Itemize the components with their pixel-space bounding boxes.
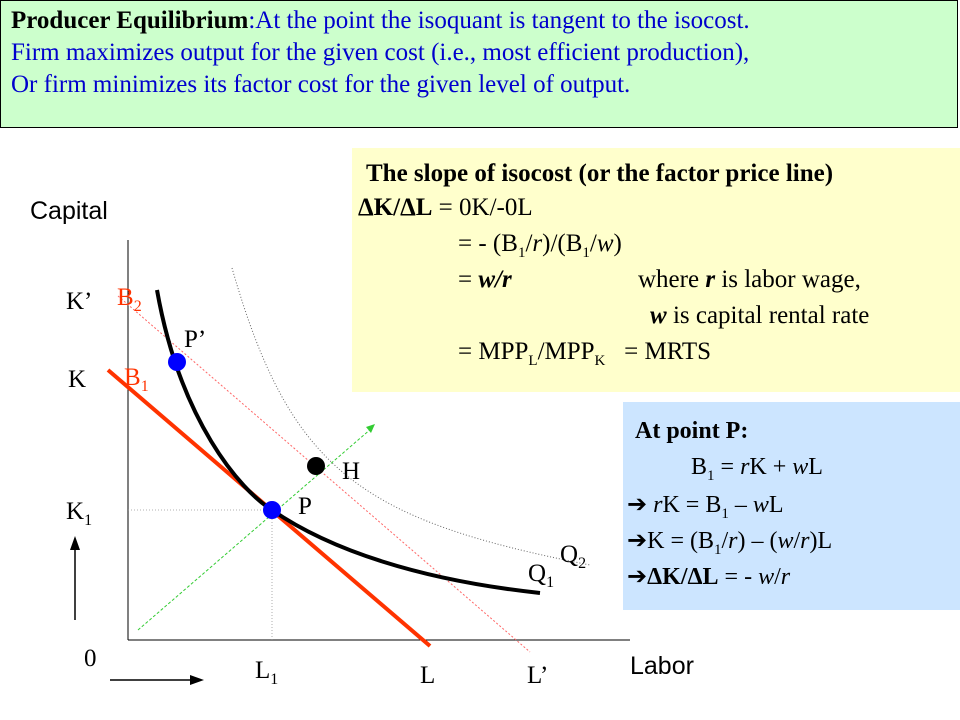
- k-label: K: [68, 366, 87, 393]
- b1-label: $B_1$: [124, 364, 149, 395]
- x-axis-label: Labor: [630, 652, 694, 680]
- point-p-marker: [263, 501, 281, 519]
- slope-equation-1: [358, 194, 533, 222]
- expansion-path-arrowhead: [366, 424, 375, 433]
- p-label: P: [298, 493, 312, 520]
- arrow-right-icon: ➔: [627, 562, 648, 590]
- b2-label: $B_2$: [117, 284, 142, 315]
- arrow-right-icon: ➔: [627, 490, 648, 518]
- point-h-marker: [307, 457, 325, 475]
- arrow-right-icon: ➔: [627, 526, 648, 554]
- point-equation-1: $B_1$ = rK + wL: [691, 454, 823, 484]
- slope-lhs: ΔK/ΔL: [358, 194, 433, 221]
- x-direction-arrowhead: [190, 675, 204, 685]
- point-equation-2: ➔ rK = $B_1$ – wL: [627, 490, 784, 522]
- header-line-2: Firm maximizes output for the given cost (i.e., most efficient production),: [11, 39, 750, 66]
- slope-equation-3: = w/r: [458, 266, 512, 293]
- l1-label: $L_1$: [255, 657, 279, 688]
- isocost-slope-box: [352, 148, 960, 392]
- slope-eq1-rhs: = 0K/-0L: [438, 194, 533, 221]
- expansion-path: [138, 428, 372, 630]
- header-line-1-text: :At the point the isoquant is tangent to the isocost.: [248, 7, 750, 34]
- k1-label: $K_1$: [66, 498, 93, 529]
- point-p-prime-marker: [168, 353, 186, 371]
- q2-label: $Q_2$: [560, 541, 587, 572]
- point-p-box: [623, 402, 960, 610]
- origin-label: 0: [84, 645, 97, 672]
- point-equation-4: ➔ΔK/ΔL = - w/r: [627, 562, 791, 590]
- h-label: H: [342, 458, 361, 485]
- slope-note-1: where r is labor wage,: [638, 266, 861, 293]
- l-prime-label: L’: [527, 662, 549, 689]
- l-label: L: [420, 662, 436, 689]
- point-box-title: At point P:: [635, 418, 749, 444]
- slope-note-2: w is capital rental rate: [650, 302, 870, 329]
- header-title: Producer Equilibrium: [11, 7, 249, 34]
- header-line-3: Or firm minimizes its factor cost for the given level of output.: [11, 71, 631, 98]
- y-direction-arrowhead: [70, 536, 80, 550]
- y-axis-label: Capital: [30, 197, 108, 225]
- q1-label: $Q_1$: [528, 560, 555, 591]
- p-prime-label: P’: [184, 326, 207, 353]
- slope-equation-5: = $MPP_L/MPP_K$ = MRTS: [458, 338, 712, 369]
- slope-box-title: The slope of isocost (or the factor price line): [366, 160, 834, 187]
- k-prime-label: K’: [66, 288, 93, 315]
- point-equation-3: ➔K = $(B_1/r) - (w/r)L$: [627, 526, 833, 558]
- slope-equation-2: = - $(B_1/r)/(B_1/w)$: [458, 230, 622, 261]
